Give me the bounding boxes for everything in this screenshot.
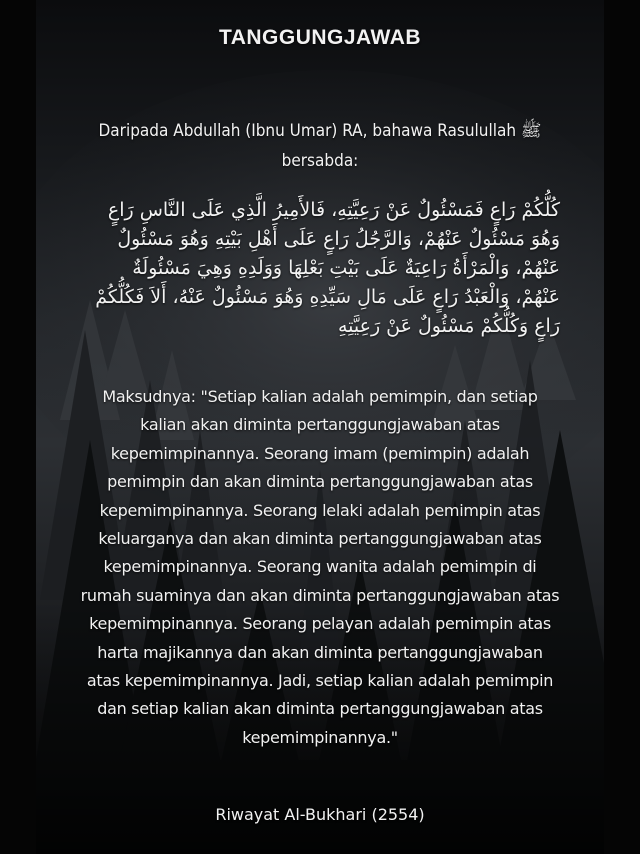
left-letterbox-bar: [0, 0, 36, 854]
hadith-arabic-text: كُلُّكُمْ رَاعٍ فَمَسْئُولٌ عَنْ رَعِيَّتِهِ، فَالأَمِيرُ الَّذِي عَلَى النَّاسِ رَاعٍ وَهُوَ مَسْئُولٌ عَنْهُمْ، وَالرَّجُلُ رَاعٍ عَلَى أَهْلِ بَيْتِهِ وَهُوَ مَسْئُولٌ عَنْهُمْ، وَالْمَرْأَةُ رَاعِيَةٌ عَلَى بَيْتِ بَعْلِهَا وَوَلَدِهِ وَهِيَ مَسْئُولَةٌ عَنْهُمْ، وَالْعَبْدُ رَاعٍ عَلَى مَالِ سَيِّدِهِ وَهُوَ مَسْئُولٌ عَنْهُ، أَلاَ فَكُلُّكُمْ رَاعٍ وَكُلُّكُمْ مَسْئُولٌ عَنْ رَعِيَّتِهِ: [95, 199, 560, 337]
hadith-intro: Daripada Abdullah (Ibnu Umar) RA, bahawa Rasulullah ﷺ bersabda:: [98, 121, 542, 171]
hadith-translation: Maksudnya: "Setiap kalian adalah pemimpin, dan setiap kalian akan diminta pertanggungjawaban atas kepemimpinannya. Seorang imam (pemimpin) adalah pemimpin dan akan diminta pertanggungjawaban atas kepemimpinannya. Seorang lelaki adalah pemimpin atas keluarganya dan akan diminta pertanggungjawaban atas kepemimpinannya. Seorang wanita adalah pemimpin di rumah suaminya dan akan diminta pertanggungjawaban atas kepemimpinannya. Seorang pelayan adalah pemimpin atas harta majikannya dan akan diminta pertanggungjawaban atas kepemimpinannya. Jadi, setiap kalian adalah pemimpin dan setiap kalian akan diminta pertanggungjawaban atas kepemimpinannya.": [80, 387, 560, 747]
post-title: TANGGUNGJAWAB: [218, 26, 422, 49]
hadith-source: Riwayat Al-Bukhari (2554): [215, 805, 425, 824]
right-letterbox-bar: [604, 0, 640, 854]
